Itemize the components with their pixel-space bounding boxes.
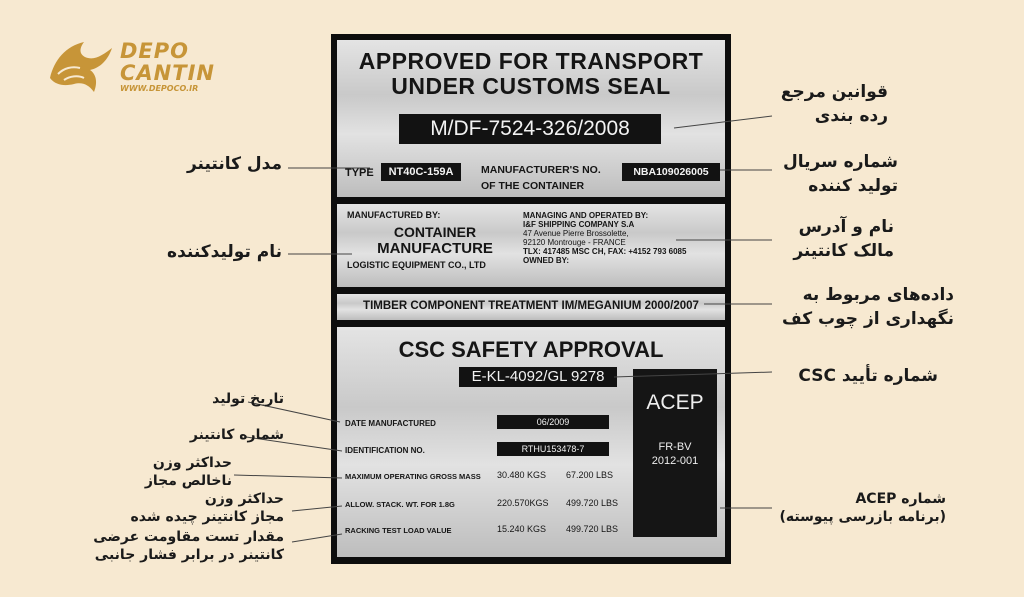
row-value-id: RTHU153478-7 [497, 442, 609, 456]
label-max-stack: حداکثر وزن مجاز کانتینر چیده شده [130, 491, 284, 525]
row-value-date: 06/2009 [497, 415, 609, 429]
label-owner: نام و آدرس مالک کانتینر [793, 217, 894, 261]
approval-reference: M/DF-7524-326/2008 [399, 114, 661, 144]
row-label-stack: ALLOW. STACK. WT. FOR 1.8G [345, 500, 455, 509]
logo-url: WWW.DEPOCO.IR [120, 84, 199, 93]
row-kgs-stack: 220.570KGS [497, 498, 549, 508]
acep-title: ACEP [646, 391, 704, 414]
manufacturer-no-label-2: OF THE CONTAINER [481, 180, 585, 192]
label-manufacturer: نام تولیدکننده [167, 242, 282, 262]
manufacturer-name-2: MANUFACTURE [377, 240, 493, 257]
csc-number: E-KL-4092/GL 9278 [459, 367, 617, 387]
csc-title: CSC SAFETY APPROVAL [398, 337, 664, 362]
manufacturer-no-value: NBA109026005 [622, 163, 720, 181]
plate-title-line1: APPROVED FOR TRANSPORT [358, 48, 704, 74]
type-value: NT40C-159A [381, 163, 461, 181]
managing-label: MANAGING AND OPERATED BY: [523, 211, 649, 220]
label-csc: شماره تأیید CSC [798, 366, 938, 386]
row-label-racking: RACKING TEST LOAD VALUE [345, 526, 452, 535]
label-racking: مقدار تست مقاومت عرضی کانتینر در برابر فشار جانبی [93, 529, 284, 563]
row-lbs-racking: 499.720 LBS [566, 524, 619, 534]
label-timber: داده‌های مربوط به نگهداری از چوب کف [781, 285, 954, 329]
owned-by-label: OWNED BY: [523, 256, 570, 265]
manufactured-by-label: MANUFACTURED BY: [347, 210, 441, 220]
owner-line-3: 92120 Montrouge - FRANCE [523, 238, 626, 247]
leader-racking [292, 534, 342, 542]
row-kgs-gross: 30.480 KGS [497, 470, 547, 480]
label-serial-no: شماره سریال تولید کننده [782, 152, 898, 196]
logo-line1: DEPO [120, 39, 190, 63]
label-rating-rules: قوانین مرجع رده بندی [780, 82, 888, 126]
row-label-date: DATE MANUFACTURED [345, 419, 436, 428]
plate-title-line2: UNDER CUSTOMS SEAL [391, 73, 671, 99]
acep-code: FR-BV [658, 441, 692, 453]
type-label: TYPE [345, 167, 374, 179]
owner-line-2: 47 Avenue Pierre Brossolette, [523, 229, 629, 238]
row-label-gross: MAXIMUM OPERATING GROSS MASS [345, 472, 481, 481]
leader-rating [674, 116, 772, 128]
manufacturer-name-3: LOGISTIC EQUIPMENT CO., LTD [347, 260, 486, 270]
manufacturer-no-label: MANUFACTURER'S NO. [481, 164, 601, 176]
acep-number: 2012-001 [651, 455, 699, 467]
label-max-gross: حداکثر وزن ناخالص مجاز [144, 455, 232, 489]
row-kgs-racking: 15.240 KGS [497, 524, 547, 534]
leader-csc [614, 372, 772, 377]
row-lbs-stack: 499.720 LBS [566, 498, 619, 508]
leader-gross [234, 475, 342, 478]
label-container-model: مدل کانتینر [186, 154, 282, 174]
label-container-no: شماره کانتینر [189, 427, 284, 443]
manufacturer-name-1: CONTAINER [393, 224, 477, 240]
timber-treatment: TIMBER COMPONENT TREATMENT IM/MEGANIUM 2000/2007 [363, 300, 699, 312]
leader-stack [292, 506, 342, 511]
logo-line2: CANTIN [120, 61, 215, 85]
row-lbs-gross: 67.200 LBS [566, 470, 614, 480]
row-label-id: IDENTIFICATION NO. [345, 446, 425, 455]
label-acep-no: شماره ACEP (برنامه بازرسی پیوسته) [779, 491, 946, 525]
owner-line-1: I&F SHIPPING COMPANY S.A [523, 220, 635, 229]
label-mfg-date: تاریخ تولید [212, 391, 284, 407]
owner-line-4: TLX: 417485 MSC CH, FAX: +4152 793 6085 [523, 247, 687, 256]
